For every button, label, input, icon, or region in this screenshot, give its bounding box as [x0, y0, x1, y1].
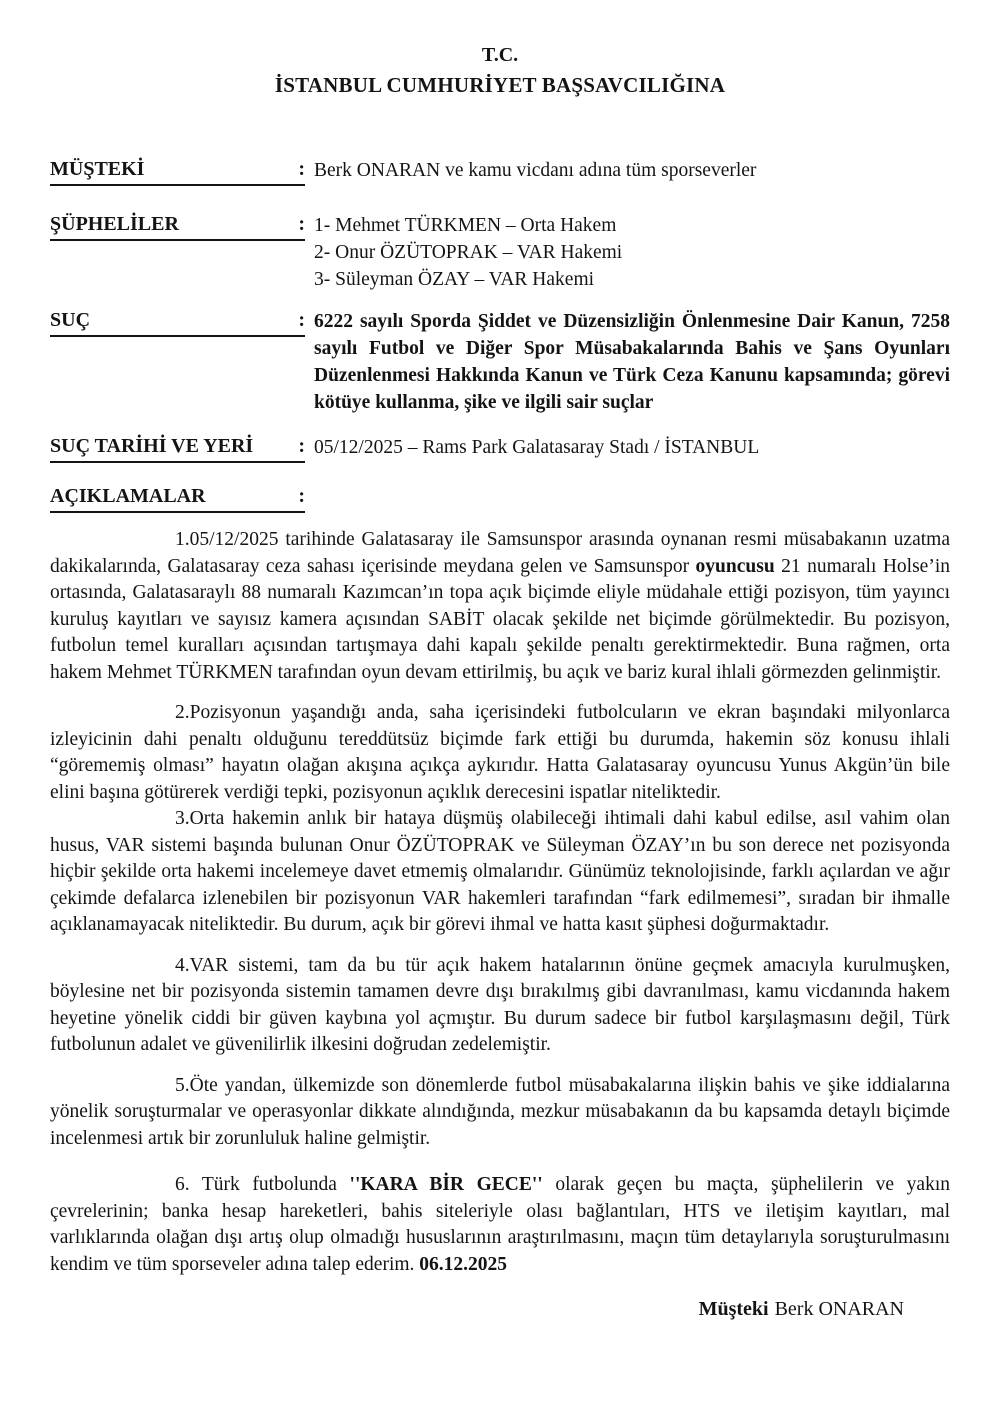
field-row-offense-date-place [50, 434, 950, 463]
explanations-body [50, 527, 950, 1278]
paragraph-6 [50, 1172, 950, 1278]
suspects-label [50, 212, 305, 241]
offense-date-place-colon: : [298, 435, 305, 457]
prosecutor-office-title: İSTANBUL CUMHURİYET BAŞSAVCILIĞINA [274, 73, 726, 97]
paragraph-3-text: 3.Orta hakemin anlık bir hataya düşmüş olabileceği ihtimali dahi kabul edilse, asıl vahim olan husus, VAR sistemi başında bulunan Onur ÖZÜTOPRAK ve Süleyman ÖZAY’ın bu son derece net pozisyonda hiçbir şekilde orta hakemi incelemeye davet etmemiş olmalarıdır. Günümüz teknolojisinde, farklı açılardan ve ağır çekimde defalarca izlenebilen bir pozisyonun VAR hakemleri tarafından “fark edilmemesi”, sıradan bir ihmalle açıklanamayacak niteliktedir. Bu durum, açık bir görevi ihmal ve hatta kasıt şüphesi doğurmaktadır. [50, 808, 950, 935]
paragraph-4 [50, 953, 950, 1059]
signature-name: Berk ONARAN [774, 1298, 904, 1320]
field-section [50, 157, 950, 513]
paragraph-1-text-cont: 21 numaralı Holse’in ortasında, Galatasaraylı 88 numaralı Kazımcan’ın topa açık biçimde eliyle müdahale ettiği pozisyon, tüm yayıncı kuruluş kayıtları ve sayısız kamera açısından SABİT olacak şekilde net biçimde görülmektedir. Bu pozisyon, futbolun temel kuralları açısından tartışmaya dahi kapalı şekilde penaltı gerektirmektedir. Buna rağmen, orta hakem Mehmet TÜRKMEN tarafından oyun devam ettirilmiş, bu açık ve bariz kural ihlali görmezden gelinmiştir. [50, 555, 950, 683]
suspects-value [314, 212, 950, 293]
paragraph-1-bold-oyuncusu: oyuncusu [695, 555, 775, 577]
offense-label-text: SUÇ [50, 309, 91, 331]
paragraph-3 [50, 806, 950, 939]
paragraph-1 [50, 527, 950, 686]
explanations-colon: : [298, 485, 305, 507]
offense-value: 6222 sayılı Sporda Şiddet ve Düzensizliğin Önlenmesine Dair Kanun, 7258 sayılı Futbol ve Diğer Spor Müsabakalarında Bahis ve Şans Oyunları Düzenlenmesi Hakkında Kanun ve Türk Ceza Kanunu kapsamında; görevi kötüye kullanma, şike ve ilgili sair suçlar [314, 311, 950, 413]
offense-colon: : [298, 309, 305, 331]
paragraph-6-bold-date: 06.12.2025 [419, 1253, 508, 1275]
field-row-complainant [50, 157, 950, 186]
complainant-colon: : [298, 158, 305, 180]
paragraph-6-text-cont: olarak geçen bu maçta, şüphelilerin ve yakın çevrelerinin; banka hesap hareketleri, bahis siteleriyle olası bağlantıları, HTS ve iletişim kayıtları, mal varlıklarında olağan dışı artış olup olmadığı hususlarının araştırılmasını, maçın tüm detaylarıyla soruşturulmasını kendim ve tüm sporseveler adına talep ederim. [50, 1174, 950, 1275]
suspects-label-text: ŞÜPHELİLER [50, 213, 179, 235]
field-row-offense [50, 308, 950, 416]
complainant-label [50, 157, 305, 186]
republic-abbreviation: T.C. [481, 44, 519, 66]
signature-role: Müşteki [698, 1298, 769, 1320]
paragraph-2-text: 2.Pozisyonun yaşandığı anda, saha içerisindeki futbolcuların ve ekran başındaki milyonlarca izleyicinin dahi penaltı olduğunu tereddütsüz biçimde fark ettiği bu durumda, hakemin söz konusu ihlali “görememiş olması” hayatın olağan akışına açıkça aykırıdır. Hatta Galatasaray oyuncusu Yunus Akgün’ün bile elini başına götürerek verdiği tepki, pozisyonun açıklık derecesini ispatlar niteliktedir. [50, 702, 950, 803]
complainant-value: Berk ONARAN ve kamu vicdanı adına tüm sporseverler [314, 160, 757, 181]
suspect-2: 2- Onur ÖZÜTOPRAK – VAR Hakemi [314, 242, 623, 263]
paragraph-2 [50, 700, 950, 806]
suspect-3: 3- Süleyman ÖZAY – VAR Hakemi [314, 269, 595, 290]
signature-block [50, 1296, 950, 1323]
explanations-label [50, 484, 305, 513]
complainant-label-text: MÜŞTEKİ [50, 158, 145, 180]
paragraph-4-text: 4.VAR sistemi, tam da bu tür açık hakem hatalarının önüne geçmek amacıyla kurulmuşken, böylesine net bir pozisyonda sistemin tamamen devre dışı bırakılmış gibi davranılması, kamu vicdanında hakem heyetine yönelik ciddi bir güven kaybına yol açmıştır. Bu durum sadece bir futbol karşılaşmasını değil, Türk futbolunun adalet ve güvenilirlik ilkesini doğrudan zedelemiştir. [50, 954, 950, 1055]
offense-label [50, 308, 305, 337]
offense-date-place-label [50, 434, 305, 463]
suspect-1: 1- Mehmet TÜRKMEN – Orta Hakem [314, 215, 617, 236]
document-header [50, 40, 950, 101]
paragraph-5-text: 5.Öte yandan, ülkemizde son dönemlerde futbol müsabakalarına ilişkin bahis ve şike iddialarına yönelik soruşturmalar ve operasyonlar dikkate alındığında, mezkur müsabakanın da bu kapsamda detaylı biçimde incelenmesi artık bir zorunluluk haline gelmiştir. [50, 1074, 950, 1149]
offense-date-place-label-text: SUÇ TARİHİ VE YERİ [50, 435, 254, 457]
suspects-colon: : [298, 213, 305, 235]
paragraph-6-bold-kara-bir-gece: ''KARA BİR GECE'' [349, 1174, 543, 1195]
explanations-label-text: AÇIKLAMALAR [50, 485, 206, 507]
paragraph-5 [50, 1073, 950, 1153]
paragraph-1-text: 1.05/12/2025 tarihinde Galatasaray ile Samsunspor arasında oynanan resmi müsabakanın uzatma dakikalarında, Galatasaray ceza sahası içerisinde meydana gelen ve Samsunspor [50, 529, 950, 577]
offense-date-place-value: 05/12/2025 – Rams Park Galatasaray Stadı / İSTANBUL [314, 437, 760, 458]
paragraph-6-text: 6. Türk futbolunda [175, 1174, 350, 1195]
field-row-explanations [50, 484, 950, 513]
field-row-suspects [50, 212, 950, 293]
